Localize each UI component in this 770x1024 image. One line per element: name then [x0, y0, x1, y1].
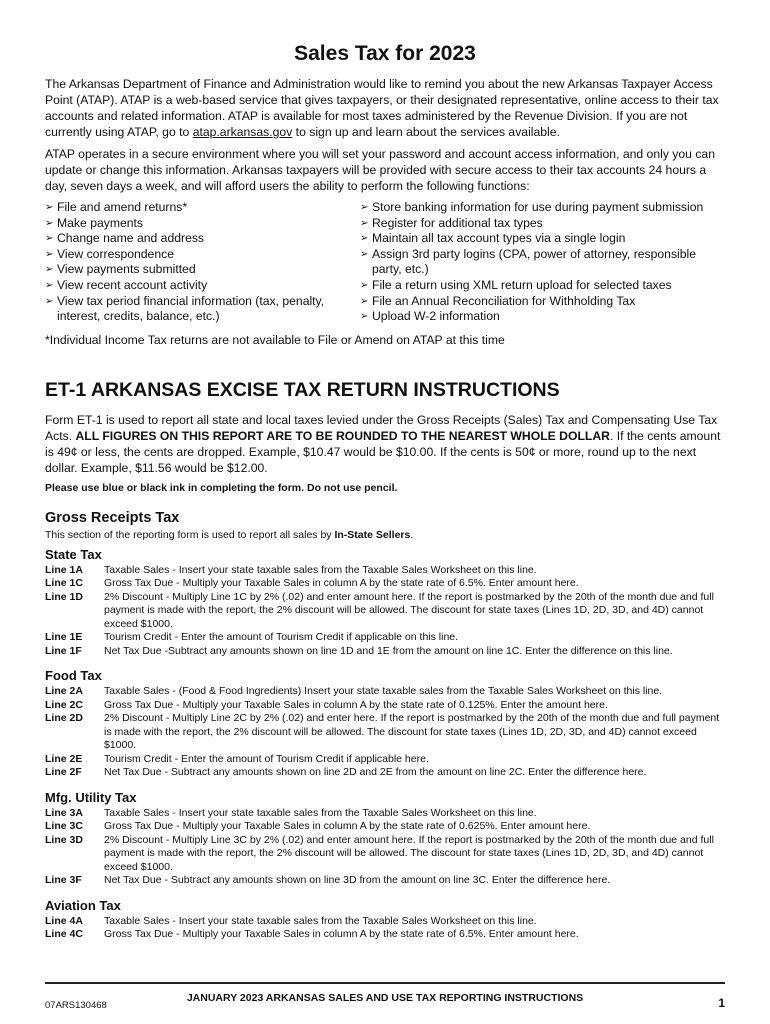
line-row	[45, 712, 725, 753]
rounding-rule: ALL FIGURES ON THIS REPORT ARE TO BE ROUNDED TO THE NEAREST WHOLE DOLLAR	[75, 428, 610, 443]
state-tax-title: State Tax	[45, 546, 102, 562]
line-row	[45, 874, 725, 888]
line-text: Net Tax Due - Subtract any amounts shown on line 2D and 2E from the amount on line 2C. Enter the difference here.	[104, 766, 647, 779]
intro-text-end: to sign up and learn about the services available.	[292, 125, 560, 139]
line-text: Gross Tax Due - Multiply your Taxable Sales in column A by the state rate of 0.625%. Enter amount here.	[104, 820, 591, 833]
footnote: *Individual Income Tax returns are not available to File or Amend on ATAP at this time	[45, 332, 505, 347]
function-item: ➢ View payments submitted	[45, 262, 360, 278]
line-row	[45, 645, 725, 659]
line-label: Line 1D	[45, 590, 83, 603]
line-label: Line 2F	[45, 766, 82, 779]
function-item: ➢ File and amend returns*	[45, 200, 360, 216]
line-text: Gross Tax Due - Multiply your Taxable Sales in column A by the state rate of 6.5%. Enter amount here.	[104, 928, 579, 941]
line-row	[45, 928, 725, 942]
line-label: Line 3A	[45, 806, 83, 819]
line-text: Taxable Sales - (Food & Food Ingredients) Insert your state taxable sales from the Taxable Sales Worksheet on this line.	[104, 685, 663, 698]
line-row	[45, 753, 725, 767]
line-row	[45, 834, 725, 875]
line-row	[45, 631, 725, 645]
line-label: Line 3F	[45, 874, 82, 887]
line-text: Net Tax Due - Subtract any amounts shown on line 3D from the amount on line 3C. Enter the difference here.	[104, 874, 611, 887]
functions-right-column	[360, 200, 725, 325]
function-item: ➢ Maintain all tax account types via a single login	[360, 231, 725, 247]
line-label: Line 2D	[45, 712, 83, 725]
function-item: ➢ View correspondence	[45, 247, 360, 263]
function-item: ➢ View recent account activity	[45, 278, 360, 294]
line-label: Line 2A	[45, 685, 83, 698]
intro-text-start: The Arkansas Department of Finance and Administration would like to remind you about the new Arkansas Taxpayer Access Point (ATAP). ATAP is a web-based service that gives taxpayers, or their designated representative, online access to their tax accounts and related information. ATAP is available for most taxes administered by the Revenue Division. If you are not currently using ATAP, go to	[45, 77, 719, 139]
mfg-utility-tax-title: Mfg. Utility Tax	[45, 789, 137, 805]
et1-paragraph	[45, 412, 725, 476]
food-tax-lines	[45, 685, 725, 780]
line-text: Gross Tax Due - Multiply your Taxable Sales in column A by the state rate of 6.5%. Enter amount here.	[104, 577, 579, 590]
function-item: ➢ Change name and address	[45, 231, 360, 247]
line-text: Taxable Sales - Insert your state taxable sales from the Taxable Sales Worksheet on this line.	[104, 563, 537, 576]
footer-title: JANUARY 2023 ARKANSAS SALES AND USE TAX REPORTING INSTRUCTIONS	[186, 992, 584, 1004]
form-code: 07ARS130468	[45, 1000, 107, 1011]
function-item: ➢ File a return using XML return upload for selected taxes	[360, 278, 725, 294]
line-label: Line 1F	[45, 644, 82, 657]
document-page	[45, 42, 725, 942]
ink-note: Please use blue or black ink in completing the form. Do not use pencil.	[45, 481, 398, 494]
line-label: Line 3D	[45, 833, 83, 846]
function-item: ➢ Store banking information for use during payment submission	[360, 200, 725, 216]
line-text: 2% Discount - Multiply Line 2C by 2% (.02) and enter here. If the report is postmarked by the 20th of the month due and full payment is made with the report, the 2% discount will be allowed. The discount for state taxes (Lines 1D, 2D, 3D, and 4D) cannot exceed $1000.	[104, 712, 720, 752]
et1-section-title: ET-1 ARKANSAS EXCISE TAX RETURN INSTRUCTIONS	[45, 378, 560, 401]
line-text: Tourism Credit - Enter the amount of Tourism Credit if applicable on this line.	[104, 631, 459, 644]
line-text: 2% Discount - Multiply Line 1C by 2% (.02) and enter amount here. If the report is postmarked by the 20th of the month due and full payment is made with the report, the 2% discount will be allowed. The discount for state taxes (Lines 1D, 2D, 3D, and 4D) cannot exceed $1000.	[104, 590, 714, 630]
line-row	[45, 915, 725, 929]
line-label: Line 4A	[45, 914, 83, 927]
gross-receipts-intro-end: .	[410, 528, 414, 541]
line-text: 2% Discount - Multiply Line 3C by 2% (.02) and enter amount here. If the report is postmarked by the 20th of the month due and full payment is made with the report, the 2% discount will be allowed. The discount for state taxes (Lines 1D, 2D, 3D, and 4D) cannot exceed $1000.	[104, 833, 714, 873]
line-label: Line 2E	[45, 752, 83, 765]
line-label: Line 1A	[45, 563, 83, 576]
line-row	[45, 685, 725, 699]
et1-text-start: Form ET-1 is used to report all state and local taxes levied under the Gross Receipts (Sales) Tax and Compensating Use Tax Acts.	[45, 412, 718, 443]
page-title: Sales Tax for 2023	[294, 42, 476, 65]
state-tax-lines	[45, 564, 725, 659]
line-row	[45, 591, 725, 632]
function-item: ➢ Assign 3rd party logins (CPA, power of attorney, responsible party, etc.)	[360, 247, 725, 278]
atap-link[interactable]: atap.arkansas.gov	[192, 125, 293, 139]
functions-list	[45, 200, 725, 325]
function-item: ➢ View tax period financial information (tax, penalty, interest, credits, balance, etc.)	[45, 294, 360, 325]
line-label: Line 1C	[45, 577, 83, 590]
line-row	[45, 807, 725, 821]
function-item: ➢ Upload W-2 information	[360, 309, 725, 325]
intro-paragraph-atap	[45, 76, 725, 140]
page-number: 1	[718, 996, 725, 1010]
mfg-utility-tax-lines	[45, 807, 725, 888]
line-label: Line 1E	[45, 631, 83, 644]
function-item: ➢ Make payments	[45, 216, 360, 232]
line-label: Line 2C	[45, 698, 83, 711]
gross-receipts-intro-start: This section of the reporting form is used to report all sales by	[45, 528, 335, 541]
line-row	[45, 577, 725, 591]
et1-text-end: . If the cents amount is 49¢ or less, the cents are dropped. Example, $10.47 would be $10.00. If the cents is 50¢ or more, round up to the next dollar. Example, $11.56 would be $12.00.	[45, 428, 721, 475]
line-row	[45, 564, 725, 578]
line-text: Taxable Sales - Insert your state taxable sales from the Taxable Sales Worksheet on this line.	[104, 806, 537, 819]
in-state-sellers: In-State Sellers	[334, 528, 411, 541]
line-label: Line 4C	[45, 928, 83, 941]
food-tax-title: Food Tax	[45, 668, 102, 684]
line-text: Net Tax Due -Subtract any amounts shown on line 1D and 1E from the amount on line 1C. Enter the difference on this line.	[104, 644, 673, 657]
aviation-tax-title: Aviation Tax	[45, 897, 121, 913]
gross-receipts-title: Gross Receipts Tax	[45, 509, 180, 526]
line-row	[45, 766, 725, 780]
function-item: ➢ File an Annual Reconciliation for Withholding Tax	[360, 294, 725, 310]
line-row	[45, 699, 725, 713]
line-text: Tourism Credit - Enter the amount of Tourism Credit if applicable here.	[104, 752, 429, 765]
line-row	[45, 820, 725, 834]
functions-left-column	[45, 200, 360, 325]
gross-receipts-intro	[45, 529, 725, 541]
function-item: ➢ Register for additional tax types	[360, 216, 725, 232]
line-label: Line 3C	[45, 820, 83, 833]
intro-paragraph-secure: ATAP operates in a secure environment where you will set your password and account access information, and only you can update or change this information. Arkansas taxpayers will be provided with secure access to their tax accounts 24 hours a day, seven days a week, and will afford users the ability to perform the following functions:	[45, 147, 715, 193]
aviation-tax-lines	[45, 915, 725, 942]
line-text: Gross Tax Due - Multiply your Taxable Sales in column A by the state rate of 0.125%. Enter the amount here.	[104, 698, 608, 711]
line-text: Taxable Sales - Insert your state taxable sales from the Taxable Sales Worksheet on this line.	[104, 914, 537, 927]
page-footer	[45, 982, 725, 1024]
